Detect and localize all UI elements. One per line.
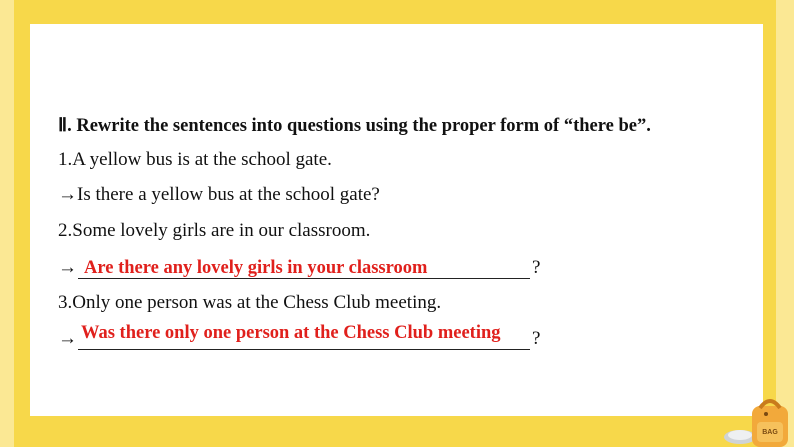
- school-bag-icon: [718, 392, 794, 447]
- question-mark: ?: [532, 257, 541, 278]
- bg-stripe: [0, 0, 14, 447]
- arrow-icon: →: [58, 328, 77, 349]
- arrow-icon: →: [58, 257, 77, 278]
- answer-blank-2: [78, 256, 530, 279]
- answer-blank-3: [78, 323, 530, 350]
- answer-line-1: [58, 184, 380, 206]
- bag-label: BAG: [762, 429, 778, 436]
- bg-stripe: [776, 0, 794, 447]
- arrow-icon: →: [58, 184, 77, 205]
- answer-1: Is there a yellow bus at the school gate?: [77, 184, 380, 205]
- answer-line-3: [58, 323, 541, 350]
- sentence-1: 1.A yellow bus is at the school gate.: [58, 149, 332, 170]
- exercise-heading: Ⅱ. Rewrite the sentences into questions using the proper form of “there be”.: [58, 116, 651, 136]
- answer-3: Was there only one person at the Chess Club meeting: [81, 323, 501, 343]
- answer-2: Are there any lovely girls in your classroom: [84, 258, 428, 278]
- sentence-2: 2.Some lovely girls are in our classroom.: [58, 220, 371, 241]
- sentence-3: 3.Only one person was at the Chess Club meeting.: [58, 292, 442, 313]
- question-mark: ?: [532, 328, 541, 349]
- answer-line-2: [58, 256, 540, 279]
